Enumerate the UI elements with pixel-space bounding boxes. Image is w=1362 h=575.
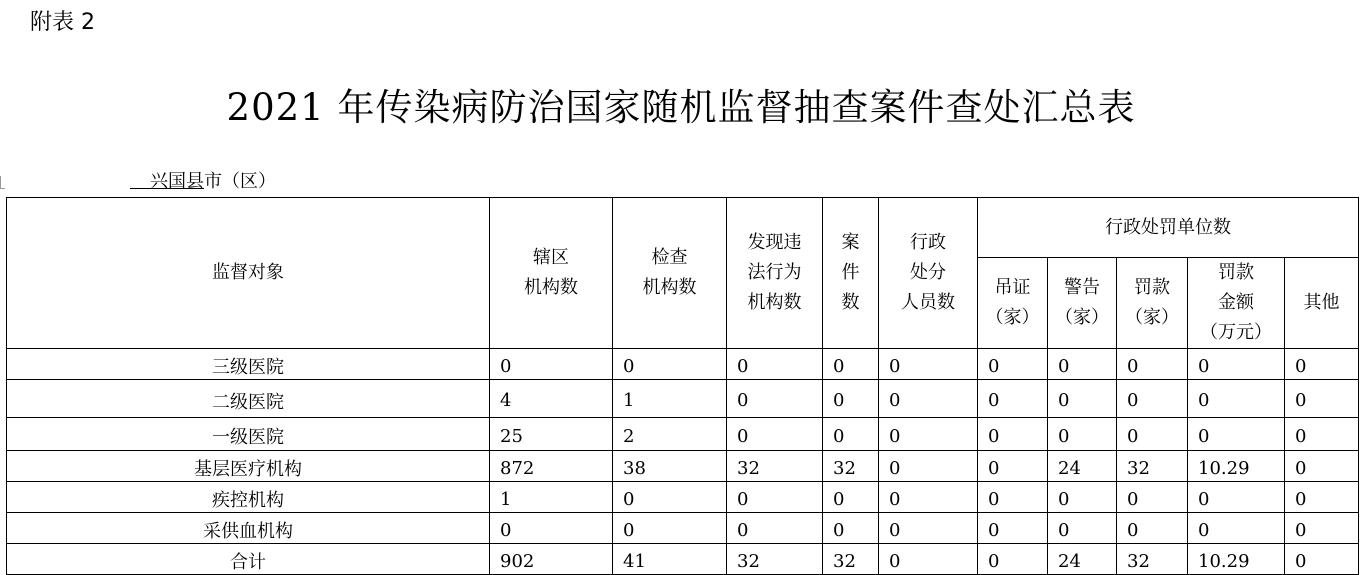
table-cell: 0 <box>978 349 1048 380</box>
header-fine <box>1117 258 1188 349</box>
table-row <box>7 418 1359 451</box>
table-cell: 0 <box>879 451 978 482</box>
header-fine-amount <box>1188 258 1285 349</box>
table-cell: 0 <box>490 513 613 544</box>
table-cell: 0 <box>1048 482 1117 513</box>
table-cell: 4 <box>490 380 613 418</box>
header-warning <box>1048 258 1117 349</box>
table-cell: 0 <box>1188 418 1285 451</box>
table-cell: 0 <box>1188 513 1285 544</box>
header-object: 监督对象 <box>7 198 490 349</box>
table-cell: 0 <box>1285 418 1359 451</box>
table-cell: 0 <box>1285 380 1359 418</box>
table-cell: 0 <box>1188 482 1285 513</box>
header-violations-line: 机构数 <box>747 292 802 313</box>
table-cell: 0 <box>879 482 978 513</box>
header-violations-line: 法行为 <box>747 262 802 283</box>
header-admin-penalty-persons-line: 处分 <box>910 262 946 283</box>
table-row <box>7 451 1359 482</box>
table-cell: 41 <box>613 544 727 575</box>
appendix-label: 附表 2 <box>30 10 95 35</box>
table-cell: 0 <box>1188 380 1285 418</box>
header-jurisdiction-line: 机构数 <box>524 277 578 298</box>
header-fine-amount-line: 金额 <box>1218 292 1254 313</box>
table-cell: 0 <box>978 513 1048 544</box>
header-admin-penalty-persons-line: 人员数 <box>901 292 955 313</box>
row-label: 一级医院 <box>7 418 490 451</box>
header-inspected <box>613 198 727 349</box>
table-row <box>7 513 1359 544</box>
table-cell: 0 <box>1285 451 1359 482</box>
table-cell: 0 <box>823 513 879 544</box>
header-revoke-line: 吊证 <box>994 277 1031 298</box>
table-cell: 0 <box>1285 482 1359 513</box>
table-cell: 1 <box>490 482 613 513</box>
row-label: 基层医疗机构 <box>7 451 490 482</box>
table-cell: 0 <box>823 380 879 418</box>
table-cell: 0 <box>823 349 879 380</box>
header-inspected-line: 检查 <box>651 247 688 268</box>
header-cases <box>823 198 879 349</box>
row-label: 二级医院 <box>7 380 490 418</box>
header-warning-line: 警告 <box>1064 277 1100 298</box>
table-cell: 0 <box>727 418 823 451</box>
header-fine-amount-line: 罚款 <box>1218 262 1254 283</box>
table-cell: 32 <box>1117 451 1188 482</box>
margin-marker <box>0 176 5 189</box>
table-cell: 0 <box>1188 349 1285 380</box>
row-label: 合计 <box>7 544 490 575</box>
table-cell: 0 <box>1048 513 1117 544</box>
table-cell: 0 <box>823 418 879 451</box>
table-cell: 0 <box>879 380 978 418</box>
row-label: 三级医院 <box>7 349 490 380</box>
header-inspected-line: 机构数 <box>642 277 697 298</box>
table-cell: 0 <box>1048 418 1117 451</box>
table-cell: 0 <box>727 482 823 513</box>
table-cell: 0 <box>727 380 823 418</box>
region-line <box>130 170 276 194</box>
table-cell: 32 <box>727 451 823 482</box>
table-cell: 2 <box>613 418 727 451</box>
table-cell: 902 <box>490 544 613 575</box>
header-warning-line: （家） <box>1055 307 1109 328</box>
header-other: 其他 <box>1285 258 1359 349</box>
header-revoke <box>978 258 1048 349</box>
header-jurisdiction-line: 辖区 <box>533 247 569 268</box>
header-revoke-line: （家） <box>985 307 1040 328</box>
table-cell: 32 <box>727 544 823 575</box>
header-fine-line: （家） <box>1125 307 1179 328</box>
header-penalty-units-group: 行政处罚单位数 <box>978 198 1359 258</box>
table-cell: 0 <box>879 544 978 575</box>
table-cell: 0 <box>1117 482 1188 513</box>
table-cell: 0 <box>613 482 727 513</box>
table-cell: 0 <box>978 544 1048 575</box>
table-cell: 0 <box>978 482 1048 513</box>
table-cell: 32 <box>823 544 879 575</box>
table-cell: 24 <box>1048 544 1117 575</box>
table-cell: 10.29 <box>1188 451 1285 482</box>
table-cell: 1 <box>613 380 727 418</box>
table-cell: 0 <box>879 349 978 380</box>
table-cell: 25 <box>490 418 613 451</box>
table-cell: 0 <box>613 513 727 544</box>
table-row <box>7 380 1359 418</box>
row-label: 采供血机构 <box>7 513 490 544</box>
header-jurisdiction <box>490 198 613 349</box>
table-cell: 0 <box>1117 513 1188 544</box>
header-violations <box>727 198 823 349</box>
table-cell: 0 <box>490 349 613 380</box>
page-title: 2021 年传染病防治国家随机监督抽查案件查处汇总表 <box>226 86 1136 129</box>
table-cell: 0 <box>1285 349 1359 380</box>
table-cell: 0 <box>1117 418 1188 451</box>
summary-table <box>6 197 1359 575</box>
table-row <box>7 544 1359 575</box>
table-cell: 10.29 <box>1188 544 1285 575</box>
table-cell: 0 <box>879 513 978 544</box>
header-admin-penalty-persons <box>879 198 978 349</box>
table-cell: 0 <box>1048 380 1117 418</box>
table-cell: 0 <box>978 418 1048 451</box>
header-cases-line: 数 <box>841 292 860 313</box>
table-cell: 0 <box>978 451 1048 482</box>
table-cell: 0 <box>879 418 978 451</box>
header-cases-line: 案 <box>841 232 860 253</box>
header-fine-amount-line: （万元） <box>1200 322 1272 343</box>
table-cell: 0 <box>727 513 823 544</box>
table-cell: 32 <box>1117 544 1188 575</box>
header-row-1 <box>7 198 1359 258</box>
row-label: 疾控机构 <box>7 482 490 513</box>
header-violations-line: 发现违 <box>747 232 802 253</box>
table-row <box>7 482 1359 513</box>
table-cell: 0 <box>727 349 823 380</box>
table-cell: 0 <box>1048 349 1117 380</box>
region-blank-underline <box>130 172 150 189</box>
table-cell: 0 <box>823 482 879 513</box>
table-cell: 0 <box>1285 544 1359 575</box>
table-cell: 38 <box>613 451 727 482</box>
table-cell: 32 <box>823 451 879 482</box>
table-cell: 872 <box>490 451 613 482</box>
table-cell: 0 <box>1117 380 1188 418</box>
table-row <box>7 349 1359 380</box>
table-cell: 24 <box>1048 451 1117 482</box>
table-cell: 0 <box>1285 513 1359 544</box>
table-cell: 0 <box>613 349 727 380</box>
header-fine-line: 罚款 <box>1134 277 1170 298</box>
header-admin-penalty-persons-line: 行政 <box>910 232 946 253</box>
table-cell: 0 <box>978 380 1048 418</box>
region-suffix: 市（区） <box>204 171 276 192</box>
header-cases-line: 件 <box>841 262 860 283</box>
region-county: 兴国县 <box>150 171 204 192</box>
table-cell: 0 <box>1117 349 1188 380</box>
